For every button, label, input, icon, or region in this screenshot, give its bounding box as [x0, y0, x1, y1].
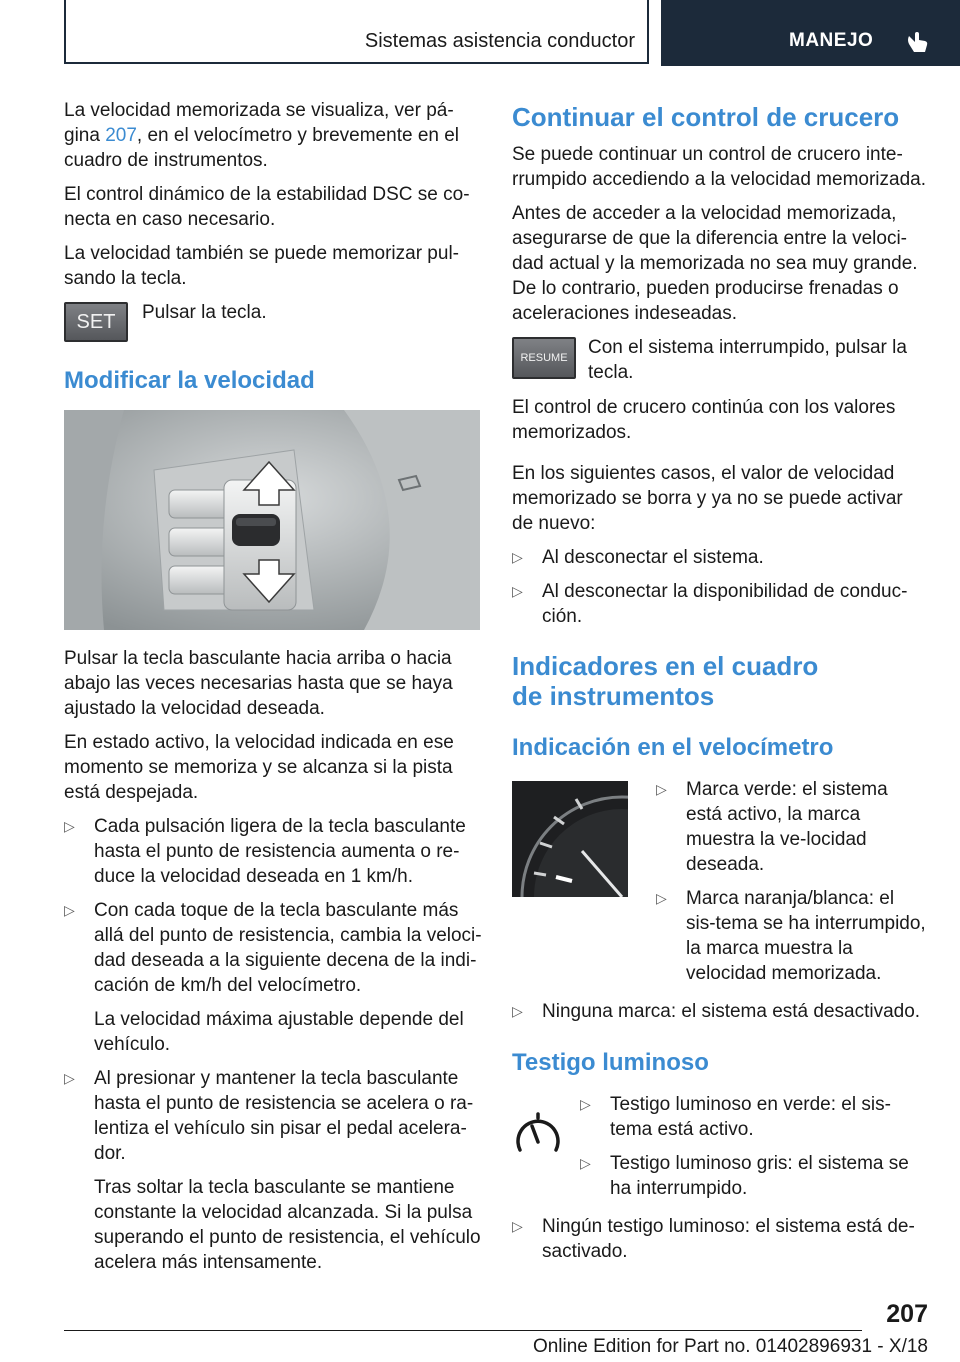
paragraph-continues: El control de crucero continúa con los valores memorizados. — [512, 397, 896, 443]
triangle-bullet-icon: ▷ — [656, 781, 667, 797]
paragraph-warning: Antes de acceder a la velocidad memorizada, asegurarse de que la diferencia entre la veloci-dad actual y la memorizada no sea muy grande. De lo contrario, pueden producirse frenadas o aceleraciones indeseadas. — [512, 203, 918, 324]
bullet-list-lamp — [580, 1092, 928, 1210]
list-item: ▷ Testigo luminoso en verde: el sis-tema está activo. — [580, 1094, 891, 1140]
triangle-bullet-icon: ▷ — [580, 1096, 591, 1112]
paragraph-memorize-key: La velocidad también se puede memorizar pul-sando la tecla. — [64, 243, 459, 289]
set-key-row — [64, 300, 482, 342]
list-item: ▷ Cada pulsación ligera de la tecla basculante hasta el punto de resistencia aumenta o re-duce la velocidad deseada en 1 km/h. — [64, 816, 466, 887]
footer-divider — [64, 1330, 862, 1331]
list-item: ▷ Testigo luminoso gris: el sistema se ha interrumpido. — [580, 1153, 909, 1199]
bullet-list-nolamp — [512, 1214, 928, 1264]
triangle-bullet-icon: ▷ — [512, 549, 523, 565]
list-item: ▷ Marca naranja/blanca: el sis-tema se ha interrumpido, la marca muestra la velocidad memorizada. — [656, 888, 926, 984]
list-item: ▷ Con cada toque de la tecla basculante más allá del punto de resistencia, cambia la veloci-dad deseada a la siguiente decena de la indi-cación de km/h del velocímetro. La velocidad máxima ajustable depende del vehículo. — [64, 900, 482, 1055]
steering-wheel-rocker-switch-photo — [64, 410, 480, 630]
set-key-text: Pulsar la tecla. — [142, 302, 267, 323]
resume-key-icon: RESUME — [512, 337, 576, 379]
heading-modificar-velocidad: Modificar la velocidad — [64, 367, 315, 394]
heading-continuar-control: Continuar el control de crucero — [512, 102, 900, 132]
heading-velocimetro: Indicación en el velocímetro — [512, 734, 834, 761]
header-section-title: Sistemas asistencia conductor — [364, 30, 635, 52]
list-item: ▷ Al presionar y mantener la tecla basculante hasta el punto de resistencia se acelera o ra-lentiza el vehículo sin pisar el pedal acelera-dor. Tras soltar la tecla basculante se mantiene constante la velocidad alcanzada. Si la pulsa superando el punto de resistencia, el vehículo acelera más intensamente. — [64, 1068, 481, 1273]
resume-key-row — [512, 335, 928, 385]
bullet-list-speedo — [656, 777, 928, 995]
speedometer-marker-photo — [512, 781, 628, 897]
bullet-list-nomark — [512, 999, 928, 1024]
left-column — [64, 98, 482, 1284]
speedometer-section — [512, 777, 928, 995]
cruise-control-indicator-icon — [512, 1112, 564, 1164]
heading-indicadores: Indicadores en el cuadro de instrumentos — [512, 651, 819, 711]
list-item: ▷ Al desconectar la disponibilidad de conduc-ción. — [512, 581, 908, 627]
paragraph-rocker: Pulsar la tecla basculante hacia arriba o hacia abajo las veces necesarias hasta que se haya ajustado la velocidad deseada. — [64, 648, 453, 719]
paragraph-cases: En los siguientes casos, el valor de velocidad memorizado se borra y ya no se puede activar de nuevo: — [512, 463, 903, 534]
triangle-bullet-icon: ▷ — [64, 902, 75, 918]
triangle-bullet-icon: ▷ — [580, 1155, 591, 1171]
list-item: ▷ Al desconectar el sistema. — [512, 547, 764, 568]
list-item: ▷ Ninguna marca: el sistema está desactivado. — [512, 1001, 921, 1022]
triangle-bullet-icon: ▷ — [512, 583, 523, 599]
page-link-207[interactable]: 207 — [105, 125, 137, 146]
set-key-icon: SET — [64, 302, 128, 342]
indicator-lamp-section — [512, 1092, 928, 1210]
heading-testigo: Testigo luminoso — [512, 1049, 709, 1076]
header-section-box — [64, 0, 649, 64]
paragraph-active-state: En estado activo, la velocidad indicada en ese momento se memoriza y se alcanza si la pista está despejada. — [64, 732, 454, 803]
triangle-bullet-icon: ▷ — [512, 1003, 523, 1019]
right-column — [512, 98, 928, 1273]
triangle-bullet-icon: ▷ — [64, 818, 75, 834]
bullet-list-cases — [512, 545, 928, 629]
bullet-list-rocker — [64, 814, 482, 1275]
page-number: 207 — [886, 1300, 928, 1328]
hand-pointer-icon — [905, 28, 931, 54]
header-chapter-box — [661, 0, 960, 66]
resume-key-text: Con el sistema interrumpido, pulsar la tecla. — [588, 337, 907, 383]
list-item: ▷ Ningún testigo luminoso: el sistema está de-sactivado. — [512, 1216, 915, 1262]
header-chapter-title: MANEJO — [789, 30, 874, 51]
paragraph-dsc: El control dinámico de la estabilidad DSC se co-necta en caso necesario. — [64, 184, 470, 230]
triangle-bullet-icon: ▷ — [64, 1070, 75, 1086]
paragraph-memorized-speed: La velocidad memorizada se visualiza, ver pá-gina 207, en el velocímetro y brevemente en el cuadro de instrumentos. — [64, 100, 460, 171]
triangle-bullet-icon: ▷ — [512, 1218, 523, 1234]
paragraph-continue: Se puede continuar un control de crucero inte-rrumpido accediendo a la velocidad memorizada. — [512, 144, 927, 190]
triangle-bullet-icon: ▷ — [656, 890, 667, 906]
list-item: ▷ Marca verde: el sistema está activo, la marca muestra la ve-locidad deseada. — [656, 779, 888, 875]
footer-edition: Online Edition for Part no. 01402896931 - X/18 — [532, 1336, 928, 1357]
